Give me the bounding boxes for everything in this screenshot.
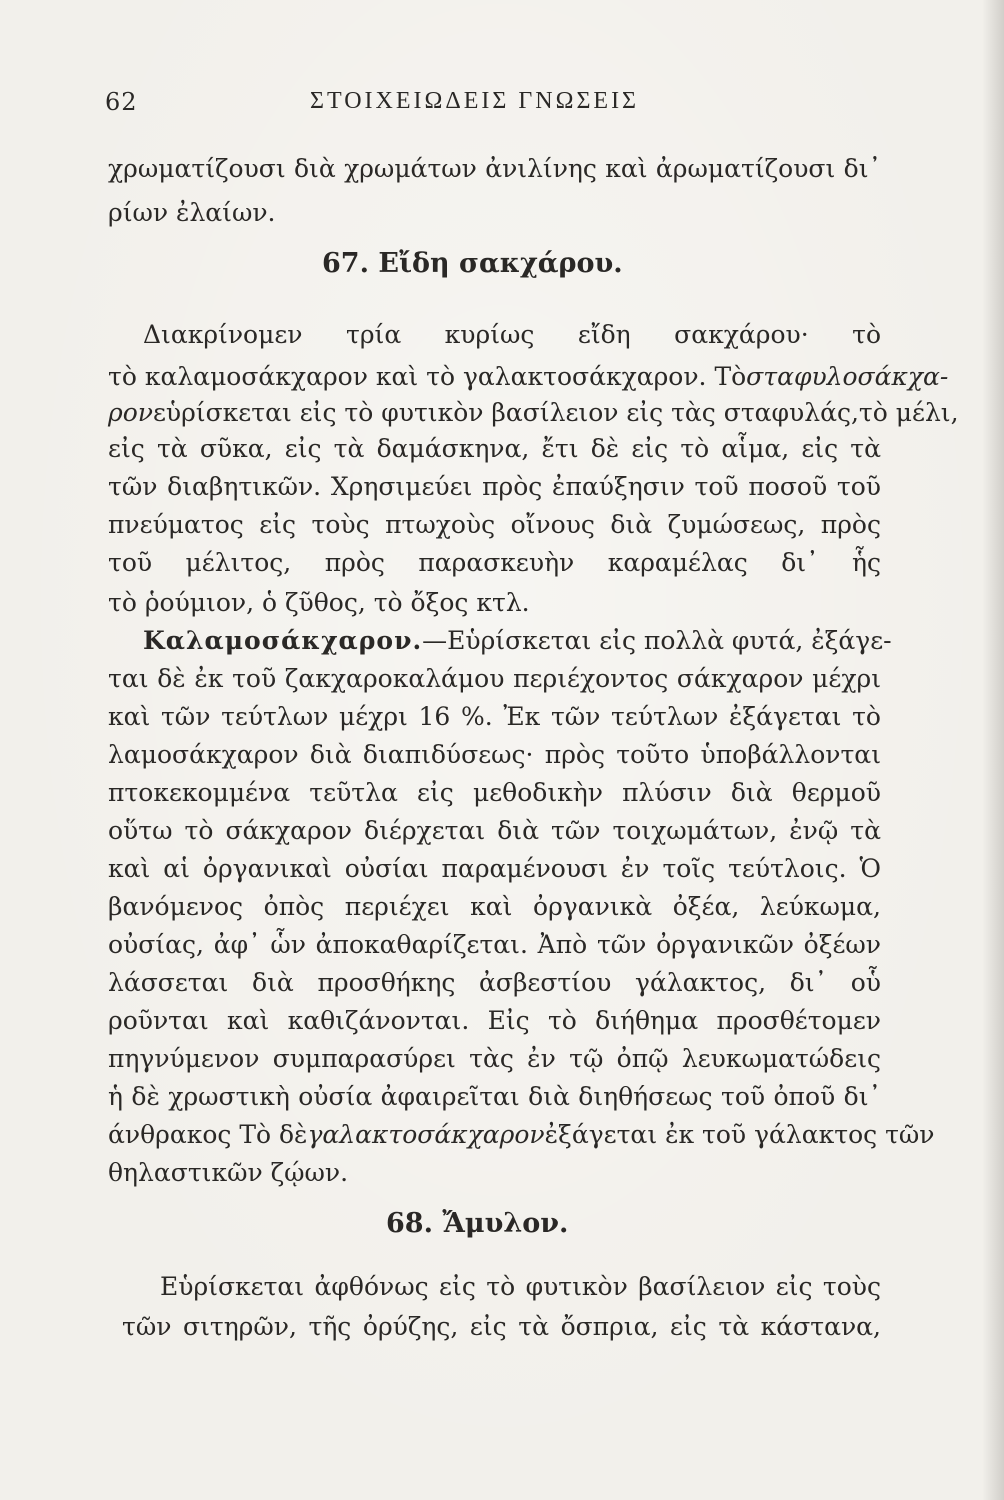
text-line: ρίων ἐλαίων.	[108, 198, 276, 227]
text-line: πτοκεκομμένα τεῦτλα εἰς μεθοδικὴν πλύσιν διὰ θερμοῦ	[108, 778, 881, 807]
text-line: οὕτω τὸ σάκχαρον διέρχεται διὰ τῶν τοιχωμάτων, ἐνῷ τὰ	[108, 816, 881, 845]
italic-term: σταφυλοσάκχα-	[746, 362, 949, 391]
text-line: τῶν σιτηρῶν, τῆς ὀρύζης, εἰς τὰ ὄσπρια, εἰς τὰ κάστανα,	[122, 1312, 881, 1341]
text-line: εἰς τὰ σῦκα, εἰς τὰ δαμάσκηνα, ἔτι δὲ εἰς τὸ αἷμα, εἰς τὰ	[108, 434, 881, 463]
text-line: τοῦ μέλιτος, πρὸς παρασκευὴν καραμέλας δι᾽ ἧς	[108, 548, 881, 577]
text-line: χρωματίζουσι διὰ χρωμάτων ἀνιλίνης καὶ ἀρωματίζουσι δι᾽	[108, 154, 881, 183]
text-line: θηλαστικῶν ζῴων.	[108, 1158, 349, 1187]
inline-heading: Καλαμοσάκχαρον.	[143, 626, 423, 655]
text-line: πηγνύμενον συμπαρασύρει τὰς ἐν τῷ ὀπῷ λευκωματώδεις	[108, 1044, 881, 1073]
text-line: καὶ αἱ ὀργανικαὶ οὐσίαι παραμένουσι ἐν τοῖς τεύτλοις. Ὁ	[108, 854, 881, 883]
text-line: ροῦνται καὶ καθιζάνονται. Εἰς τὸ διήθημα προσθέτομεν	[108, 1006, 881, 1035]
text-line: τῶν διαβητικῶν. Χρησιμεύει πρὸς ἐπαύξησιν τοῦ ποσοῦ τοῦ	[108, 472, 881, 501]
text-line: Εὑρίσκεται ἀφθόνως εἰς τὸ φυτικὸν βασίλειον εἰς τοὺς	[160, 1272, 881, 1301]
text-line: Διακρίνομεν τρία κυρίως εἴδη σακχάρου· τὸ	[143, 320, 881, 349]
text-line: πνεύματος εἰς τοὺς πτωχοὺς οἴνους διὰ ζυμώσεως, πρὸς	[108, 510, 881, 539]
page-edge-shadow	[982, 0, 1004, 1500]
text-line	[108, 1118, 935, 1152]
text-span: εὑρίσκεται εἰς τὸ φυτικὸν βασίλειον εἰς τὰς σταφυλάς,τὸ μέλι,	[152, 398, 959, 427]
text-line: καὶ τῶν τεύτλων μέχρι 16 %. Ἐκ τῶν τεύτλων ἐξάγεται τὸ	[108, 702, 881, 731]
text-span: τὸ καλαμοσάκχαρον καὶ τὸ γαλακτοσάκχαρον. Τὸ	[108, 362, 747, 391]
text-line: λάσσεται διὰ προσθήκης ἀσβεστίου γάλακτος, δι᾽ οὗ	[108, 968, 881, 997]
page-header	[105, 88, 885, 122]
section-heading-68: 68. Ἄμυλον.	[386, 1208, 569, 1239]
text-line: τὸ ῥούμιον, ὁ ζῦθος, τὸ ὄξος κτλ.	[108, 588, 530, 617]
text-span: άνθρακος Τὸ δὲ	[108, 1120, 308, 1149]
text-line: ἡ δὲ χρωστικὴ οὐσία ἀφαιρεῖται διὰ διηθήσεως τοῦ ὀποῦ δι᾽	[108, 1082, 881, 1111]
text-span: ἐξάγεται ἐκ τοῦ γάλακτος τῶν	[544, 1120, 935, 1149]
text-line: λαμοσάκχαρον διὰ διαπιδύσεως· πρὸς τοῦτο ὑποβάλλονται	[108, 740, 881, 769]
section-heading-67: 67. Εἴδη σακχάρου.	[322, 248, 623, 279]
text-line: οὐσίας, ἀφ᾽ ὧν ἀποκαθαρίζεται. Ἀπὸ τῶν ὀργανικῶν ὀξέων	[108, 930, 881, 959]
page-number: 62	[105, 88, 138, 116]
italic-term: γαλακτοσάκχαρον	[307, 1120, 545, 1149]
text-line	[143, 624, 892, 658]
text-line	[108, 360, 949, 394]
text-line: ται δὲ ἐκ τοῦ ζακχαροκαλάμου περιέχοντος σάκχαρον μέχρι	[108, 664, 881, 693]
text-line	[108, 396, 959, 430]
text-span: —Εὑρίσκεται εἰς πολλὰ φυτά, ἐξάγε-	[422, 626, 892, 655]
running-title: ΣΤΟΙΧΕΙΩΔΕΙΣ ΓΝΩΣΕΙΣ	[310, 88, 640, 114]
text-line: βανόμενος ὀπὸς περιέχει καὶ ὀργανικὰ ὀξέα, λεύκωμα,	[108, 892, 881, 921]
italic-term: ρον	[108, 398, 153, 427]
